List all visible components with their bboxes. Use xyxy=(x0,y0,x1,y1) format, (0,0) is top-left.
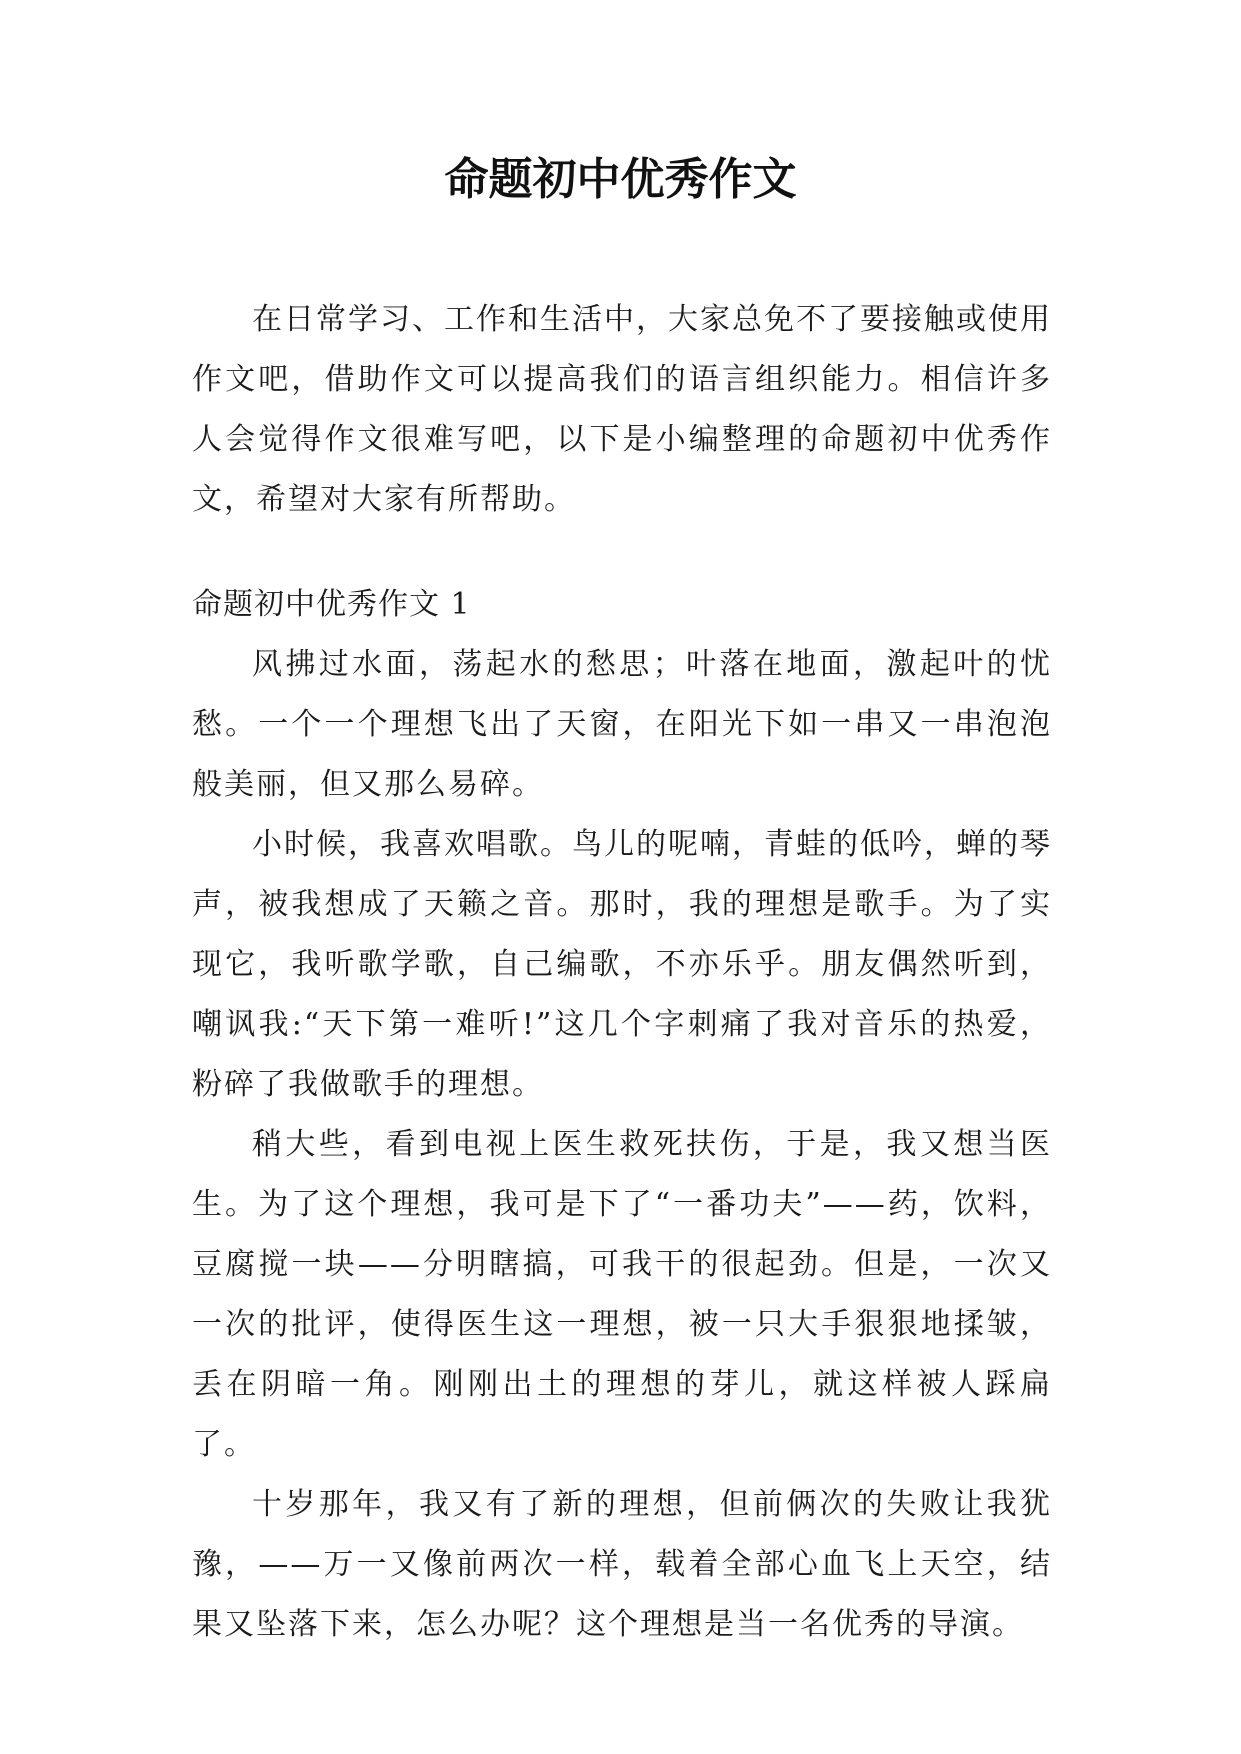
essay-section xyxy=(192,575,1052,1655)
essay-paragraph: 稍大些，看到电视上医生救死扶伤，于是，我又想当医生。为了这个理想，我可是下了“一番功夫”——药，饮料，豆腐搅一块——分明瞎搞，可我干的很起劲。但是，一次又一次的批评，使得医生这一理想，被一只大手狠狠地揉皱，丢在阴暗一角。刚刚出土的理想的芽儿，就这样被人踩扁了。 xyxy=(192,1127,1052,1462)
essay-paragraph: 小时候，我喜欢唱歌。鸟儿的呢喃，青蛙的低吟，蝉的琴声，被我想成了天籁之音。那时，我的理想是歌手。为了实现它，我听歌学歌，自己编歌，不亦乐乎。朋友偶然听到，嘲讽我:“天下第一难听!”这几个字刺痛了我对音乐的热爱，粉碎了我做歌手的理想。 xyxy=(192,827,1052,1102)
essay-paragraph: 风拂过水面，荡起水的愁思；叶落在地面，激起叶的忧愁。一个一个理想飞出了天窗，在阳光下如一串又一串泡泡般美丽，但又那么易碎。 xyxy=(192,647,1052,802)
intro-paragraph: 在日常学习、工作和生活中，大家总免不了要接触或使用作文吧，借助作文可以提高我们的语言组织能力。相信许多人会觉得作文很难写吧，以下是小编整理的命题初中优秀作文，希望对大家有所帮助。 xyxy=(192,302,1052,517)
document-title: 命题初中优秀作文 xyxy=(444,154,797,205)
intro-block xyxy=(192,290,1052,530)
essay-paragraph: 十岁那年，我又有了新的理想，但前俩次的失败让我犹豫，——万一又像前两次一样，载着全部心血飞上天空，结果又坠落下来，怎么办呢？这个理想是当一名优秀的导演。 xyxy=(192,1487,1052,1642)
section-heading: 命题初中优秀作文 1 xyxy=(192,587,471,622)
